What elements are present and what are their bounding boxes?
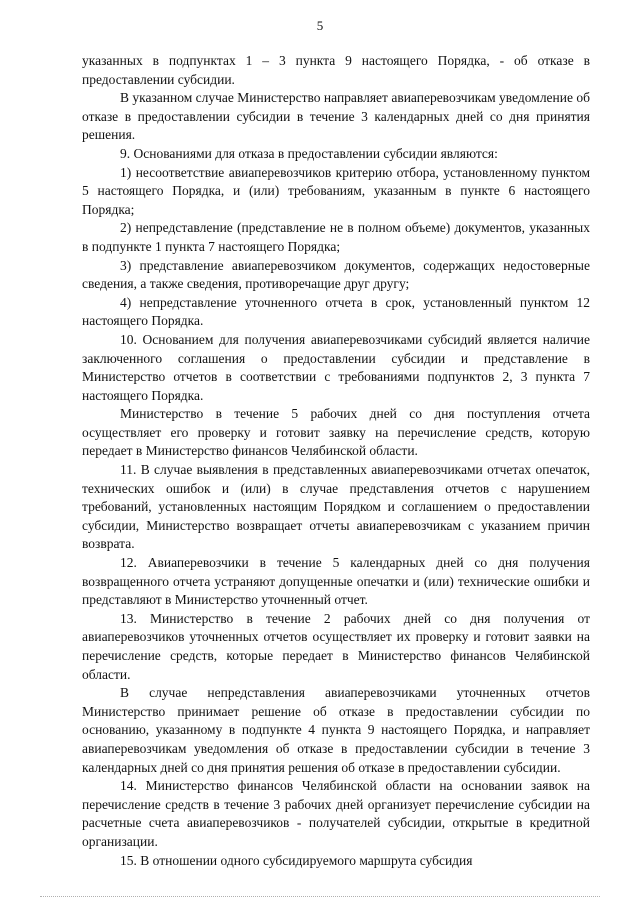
paragraph: 9. Основаниями для отказа в предоставлении субсидии являются: bbox=[120, 145, 498, 161]
paragraph: 1) несоответствие авиаперевозчиков критерию отбора, установленному пунктом 5 настоящего Порядка, и (или) требованиям, указанным в пункте 6 настоящего Порядка; bbox=[82, 164, 590, 217]
paragraph: В указанном случае Министерство направляет авиаперевозчикам уведомление об отказе в предоставлении субсидии в течение 3 календарных дней со дня принятия решения. bbox=[82, 90, 590, 143]
document-body bbox=[82, 52, 590, 870]
paragraph: 2) непредставление (представление не в полном объеме) документов, указанных в подпункте 1 пункта 7 настоящего Порядка; bbox=[82, 220, 590, 254]
paragraph: 10. Основанием для получения авиаперевозчиками субсидий является наличие заключенного соглашения о предоставлении субсидии и представление в Министерство отчетов в соответствии с требованиями подпунктов 2, 3 пункта 7 настоящего Порядка. bbox=[82, 331, 590, 403]
page-number: 5 bbox=[316, 18, 324, 33]
paragraph: 4) непредставление уточненного отчета в срок, установленный пунктом 12 настоящего Порядка. bbox=[82, 294, 590, 329]
paragraph: 12. Авиаперевозчики в течение 5 календарных дней со дня получения возвращенного отчета устраняют допущенные опечатки и (или) технические ошибки и представляют в Министерство уточненный отчет. bbox=[82, 555, 590, 608]
paragraph: указанных в подпунктах 1 – 3 пункта 9 настоящего Порядка, - об отказе в предоставлении субсидии. bbox=[82, 53, 590, 87]
paragraph: 15. В отношении одного субсидируемого маршрута субсидия bbox=[120, 852, 473, 868]
paragraph: Министерство в течение 5 рабочих дней со дня поступления отчета осуществляет его проверку и готовит заявку на перечисление средств, которую передает в Министерство финансов Челябинской области. bbox=[82, 406, 590, 459]
paragraph: В случае непредставления авиаперевозчиками уточненных отчетов Министерство принимает решение об отказе в предоставлении субсидии по основанию, указанному в подпункте 4 пункта 9 настоящего Порядка, и направляет авиаперевозчикам уведомления об отказе в предоставлении субсидии в течение 3 календарных дней со дня принятия решения об отказе в предоставлении субсидии. bbox=[82, 685, 590, 775]
paragraph: 11. В случае выявления в представленных авиаперевозчиками отчетах опечаток, технических ошибок и (или) в случае представления отчетов с нарушением требований, установленных настоящим Порядком и соглашением о предоставлении субсидии, Министерство возвращает отчеты авиаперевозчикам с указанием причин возврата. bbox=[82, 462, 590, 552]
page-bottom-edge bbox=[40, 896, 600, 897]
paragraph: 13. Министерство в течение 2 рабочих дней со дня получения от авиаперевозчиков уточненных отчетов осуществляет их проверку и готовит заявки на перечисление средств, которые передает в Министерство финансов Челябинской области. bbox=[82, 610, 590, 682]
paragraph: 3) представление авиаперевозчиком документов, содержащих недостоверные сведения, а также сведения, противоречащие друг другу; bbox=[82, 257, 590, 292]
paragraph: 14. Министерство финансов Челябинской области на основании заявок на перечисление средств в течение 3 рабочих дней организует перечисление субсидии на расчетные счета авиаперевозчиков - получателей субсидии, открытые в кредитной организации. bbox=[82, 778, 590, 849]
